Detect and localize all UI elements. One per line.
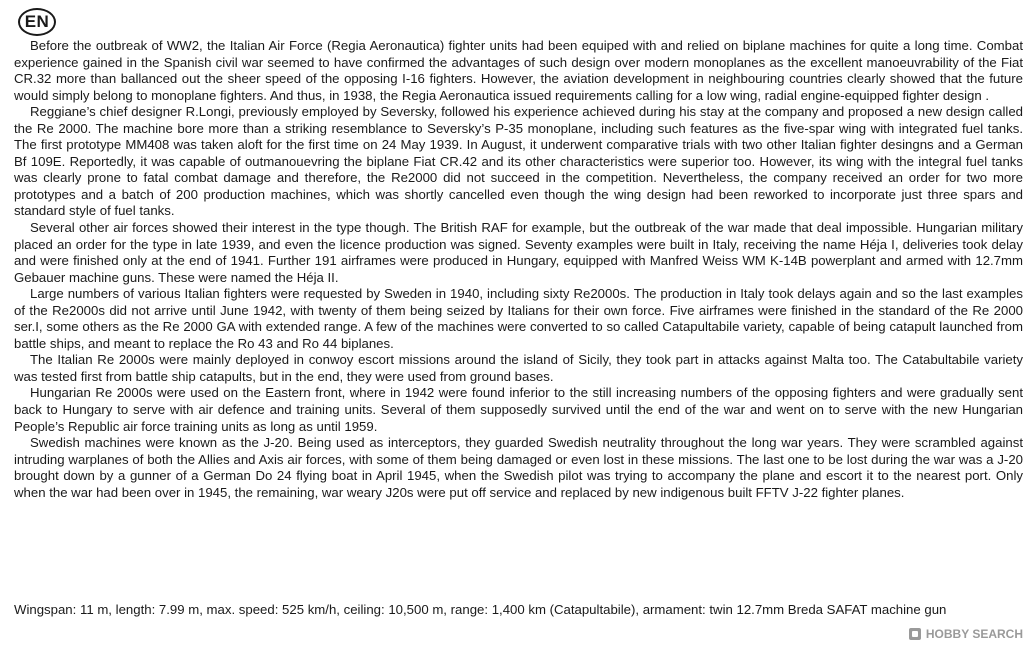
paragraph-export-interest: Several other air forces showed their interest in the type though. The British RAF for example, but the outbreak of the war made that deal impossible. Hungarian military placed an order for the type in late 1939, and even the licence production was signed. Seventy examples were built in Italy, receiving the name Héja I, deliveries took delay and were finished only at the end of 1941. Further 191 airframes were produced in Hungary, equipped with Manfred Weiss WM K-14B powerplant and armed with 12.7mm Gebauer machine guns. These were named the Héja II. xyxy=(14,220,1023,285)
paragraph-italian-service: The Italian Re 2000s were mainly deployed in conwoy escort missions around the island of Sicily, they took part in attacks against Malta too. The Catabultabile variety was tested first from battle ship catapults, but in the end, they were used from ground bases. xyxy=(14,352,1023,384)
watermark-text: HOBBY SEARCH xyxy=(925,627,1023,641)
paragraph-hungarian-service: Hungarian Re 2000s were used on the Eastern front, where in 1942 were found inferior to the still increasing numbers of the opposing fighters and were gradually sent back to Hungary to serve with air defence and training units. Several of them supposedly survived until the end of the war and went on to serve with the new Hungarian People’s Republic air force training units as long as until 1959. xyxy=(14,385,1023,434)
hobby-search-logo-icon xyxy=(908,627,922,641)
language-badge: EN xyxy=(18,8,56,36)
paragraph-sweden-order: Large numbers of various Italian fighters were requested by Sweden in 1940, including sixty Re2000s. The production in Italy took delays again and so the last examples of the Re2000s did not arrive until June 1942, with twenty of them being seized by Italians for their own force. Five airframes were finished in the standard of the Re 2000 ser.I, some others as the Re 2000 GA with extended range. A few of the machines were converted to so called Catapultabile variety, capable of being catapult launched from battle ships, and meant to replace the Ro 43 and Ro 44 biplanes. xyxy=(14,286,1023,351)
specifications: Wingspan: 11 m, length: 7.99 m, max. speed: 525 km/h, ceiling: 10,500 m, range: 1,400 km (Catapultabile), armament: twin 12.7mm Breda SAFAT machine gun xyxy=(14,602,947,617)
paragraph-design: Reggiane’s chief designer R.Longi, previously employed by Seversky, followed his experience achieved during his stay at the company and proposed a new design called the Re 2000. The machine bore more than a striking resemblance to Seversky’s P-35 monoplane, including such features as the five-spar wing with integrated fuel tanks. The first prototype MM408 was taken aloft for the first time on 24 May 1939. In August, it underwent comparative trials with two other Italian fighter desingns and a German Bf 109E. Reportedly, it was capable of outmanouevring the biplane Fiat CR.42 and its other characteristics were superior too. However, its wing with the integral fuel tanks was clearly prone to fatal combat damage and therefore, the Re2000 did not succeed in the competition. Nevertheless, the company received an order for two more prototypes and a batch of 200 production machines, which was shortly cancelled even though the wing design had been reworked to incorporate just three spars and standard style of fuel tanks. xyxy=(14,104,1023,219)
paragraph-swedish-service: Swedish machines were known as the J-20. Being used as interceptors, they guarded Swedish neutrality throughout the long war years. They were scrambled against intruding warplanes of both the Allies and Axis air forces, with some of them being damaged or even lost in these missions. The last one to be lost during the war was a J-20 brought down by a gunner of a German Do 24 flying boat in April 1945, when the Swedish pilot was trying to accompany the plane and escort it to the nearest port. Only when the war had been over in 1945, the remaining, war weary J20s were put off service and replaced by new indigenous built FFTV J-22 fighter planes. xyxy=(14,435,1023,500)
history-text xyxy=(14,38,1023,501)
paragraph-intro: Before the outbreak of WW2, the Italian Air Force (Regia Aeronautica) fighter units had been equiped with and relied on biplane machines for quite a long time. Combat experience gained in the Spanish civil war seemed to have confirmed the advantages of such design over modern monoplanes as the excellent manoeuvrability of the Fiat CR.32 more than ballanced out the sheer speed of the opposing I-16 fighters. However, the aviation development in neighbouring countries clearly showed that the future would simply belong to monoplane fighters. And thus, in 1938, the Regia Aeronautica issued requirements calling for a low wing, radial engine-equipped fighter design . xyxy=(14,38,1023,103)
watermark xyxy=(908,627,1023,641)
